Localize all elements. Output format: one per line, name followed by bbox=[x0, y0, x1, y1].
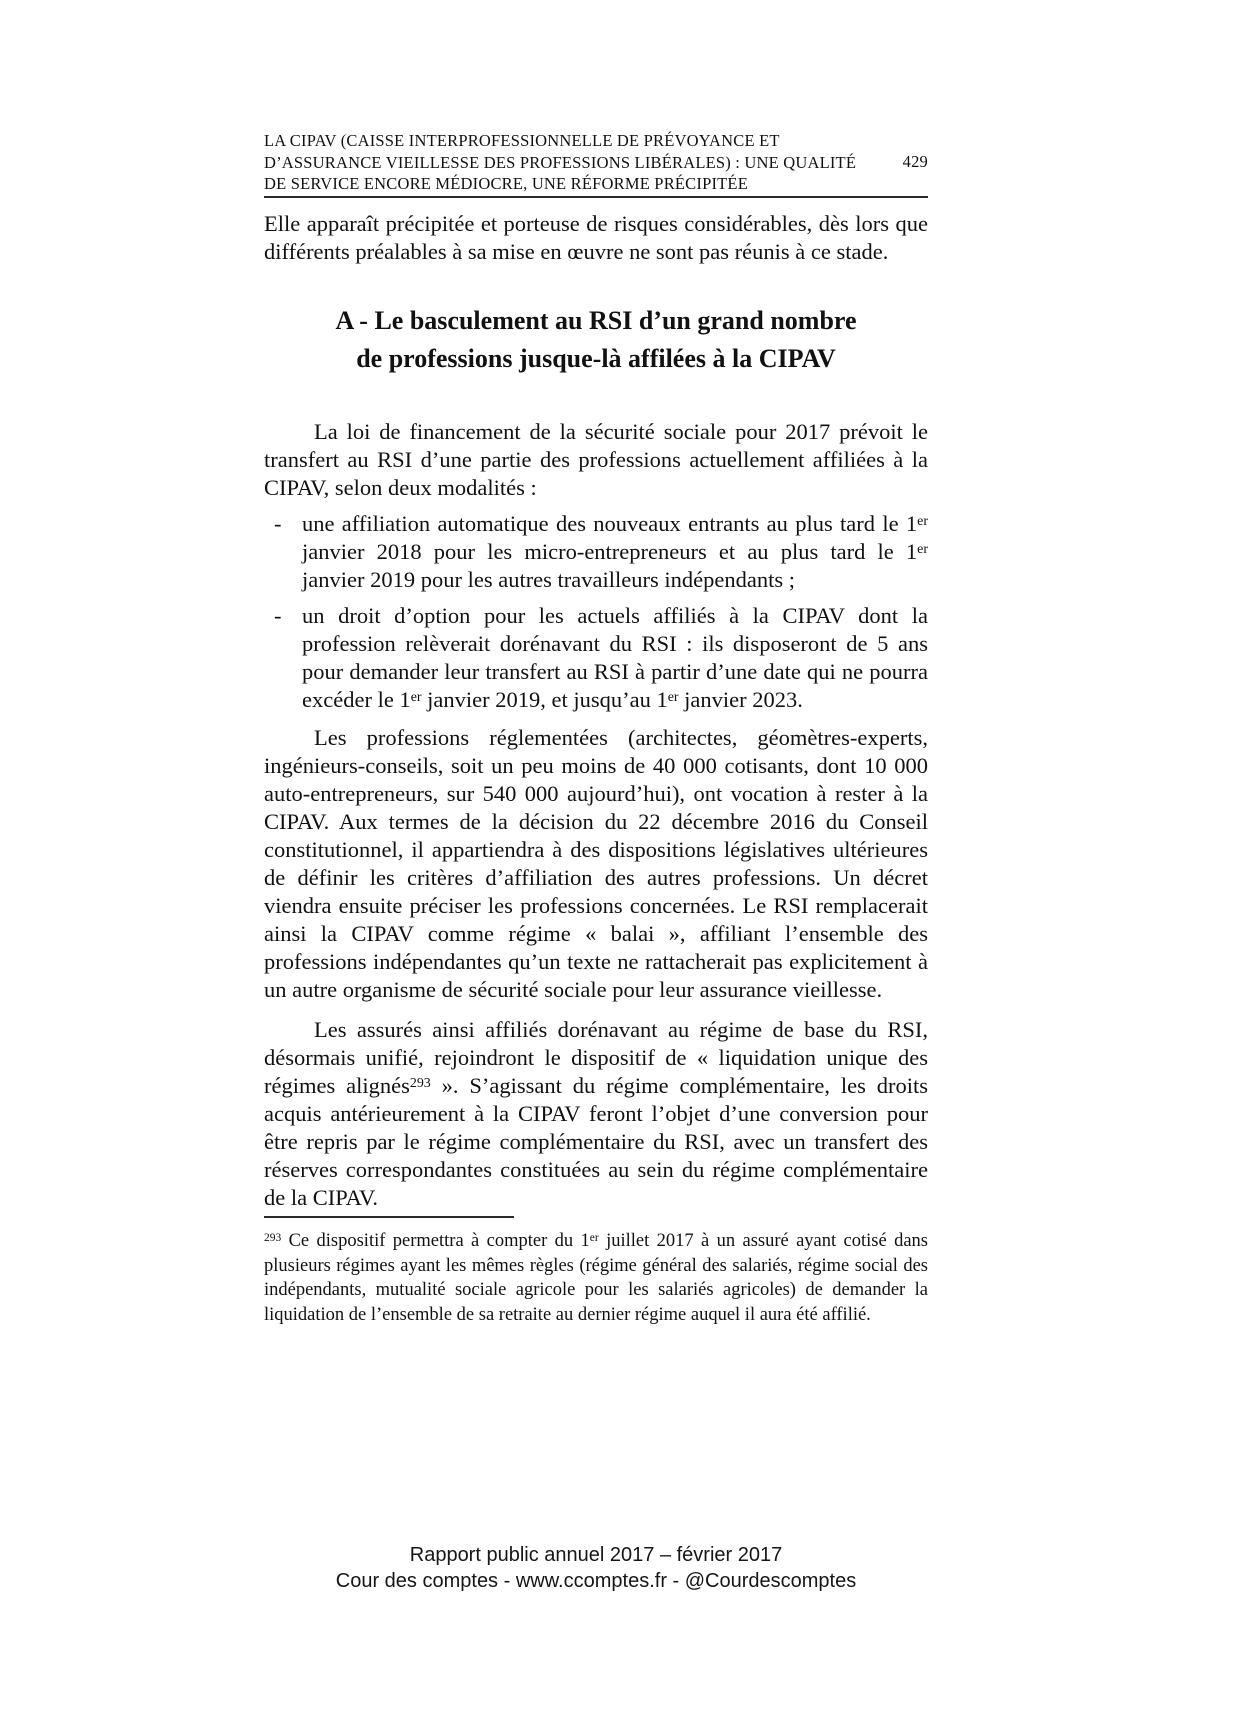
paragraph-professions: Les professions réglementées (architectes, géomètres-experts, ingénieurs-conseils, soit un peu moins de 40 000 cotisants, dont 10 000 auto-entrepreneurs, sur 540 000 aujourd’hui), ont vocation à rester à la CIPAV. Aux termes de la décision du 22 décembre 2016 du Conseil constitutionnel, il appartiendra à des dispositions législatives ultérieures de définir les critères d’affiliation des autres professions. Un décret viendra ensuite préciser les professions concernées. Le RSI remplacerait ainsi la CIPAV comme régime « balai », affiliant l’ensemble des professions indépendantes qu’un texte ne rattacherait pas explicitement à un autre organisme de sécurité sociale pour leur assurance vieillesse. bbox=[264, 725, 928, 1002]
footer-line-1: Rapport public annuel 2017 – février 2017 bbox=[409, 1544, 783, 1566]
list-item bbox=[264, 510, 928, 594]
paragraph-assures: Les assurés ainsi affiliés dorénavant au régime de base du RSI, désormais unifié, rejoindront le dispositif de « liquidation unique des régimes alignés$^{293}$ ». S’agissant du régime complémentaire, les droits acquis antérieurement à la CIPAV feront l’objet d’une conversion pour être repris par le régime complémentaire du RSI, avec un transfert des réserves correspondantes constituées au sein du régime complémentaire de la CIPAV. bbox=[264, 1017, 929, 1210]
intro-paragraph: Elle apparaît précipitée et porteuse de risques considérables, dès lors que différents préalables à sa mise en œuvre ne sont pas réunis à ce stade. bbox=[264, 211, 928, 264]
page-number: 429 bbox=[902, 152, 928, 171]
list-item-text: une affiliation automatique des nouveaux entrants au plus tard le 1er janvier 2018 pour les micro-entrepreneurs et au plus tard le 1er janvier 2019 pour les autres travailleurs indépendants ; bbox=[302, 511, 928, 592]
footnote-text: $^{293}$ Ce dispositif permettra à compter du 1er juillet 2017 à un assuré ayant cotisé dans plusieurs régimes ayant les mêmes règles (régime général des salariés, régime social des indépendants, mutualité sociale agricole pour les salariés agricoles) de demander la liquidation de l’ensemble de sa retraite au dernier régime auquel il aura été affilié. bbox=[264, 1231, 928, 1325]
paragraph-financement: La loi de financement de la sécurité sociale pour 2017 prévoit le transfert au RSI d’une partie des professions actuellement affiliées à la CIPAV, selon deux modalités : bbox=[264, 419, 928, 500]
list-item bbox=[264, 602, 928, 714]
page-footer bbox=[264, 1542, 928, 1594]
section-heading-line-2: de professions jusque-là affilées à la CIPAV bbox=[356, 344, 836, 373]
header-line-1: LA CIPAV (CAISSE INTERPROFESSIONNELLE DE PRÉVOYANCE ET bbox=[264, 131, 780, 150]
modalites-list bbox=[264, 510, 928, 714]
header-line-3: DE SERVICE ENCORE MÉDIOCRE, UNE RÉFORME PRÉCIPITÉE bbox=[264, 174, 748, 193]
list-item-text: un droit d’option pour les actuels affiliés à la CIPAV dont la profession relèverait dorénavant du RSI : ils disposeront de 5 ans pour demander leur transfert au RSI à partir d’une date qui ne pourra excéder le 1er janvier 2019, et jusqu’au 1er janvier 2023. bbox=[302, 603, 928, 712]
section-heading bbox=[264, 302, 928, 378]
section-heading-line-1: A - Le basculement au RSI d’un grand nombre bbox=[335, 306, 857, 335]
footnote-rule bbox=[264, 1216, 514, 1218]
footer-line-2: Cour des comptes - www.ccomptes.fr - @Courdescomptes bbox=[335, 1570, 857, 1592]
header-line-2: D’ASSURANCE VIEILLESSE DES PROFESSIONS LIBÉRALES) : UNE QUALITÉ bbox=[264, 152, 857, 172]
body-column bbox=[264, 210, 928, 1212]
dash-marker: - bbox=[274, 603, 282, 628]
header-rule bbox=[264, 196, 928, 198]
running-header bbox=[264, 130, 928, 195]
dash-marker: - bbox=[274, 511, 282, 536]
footnote-area bbox=[264, 1216, 928, 1327]
